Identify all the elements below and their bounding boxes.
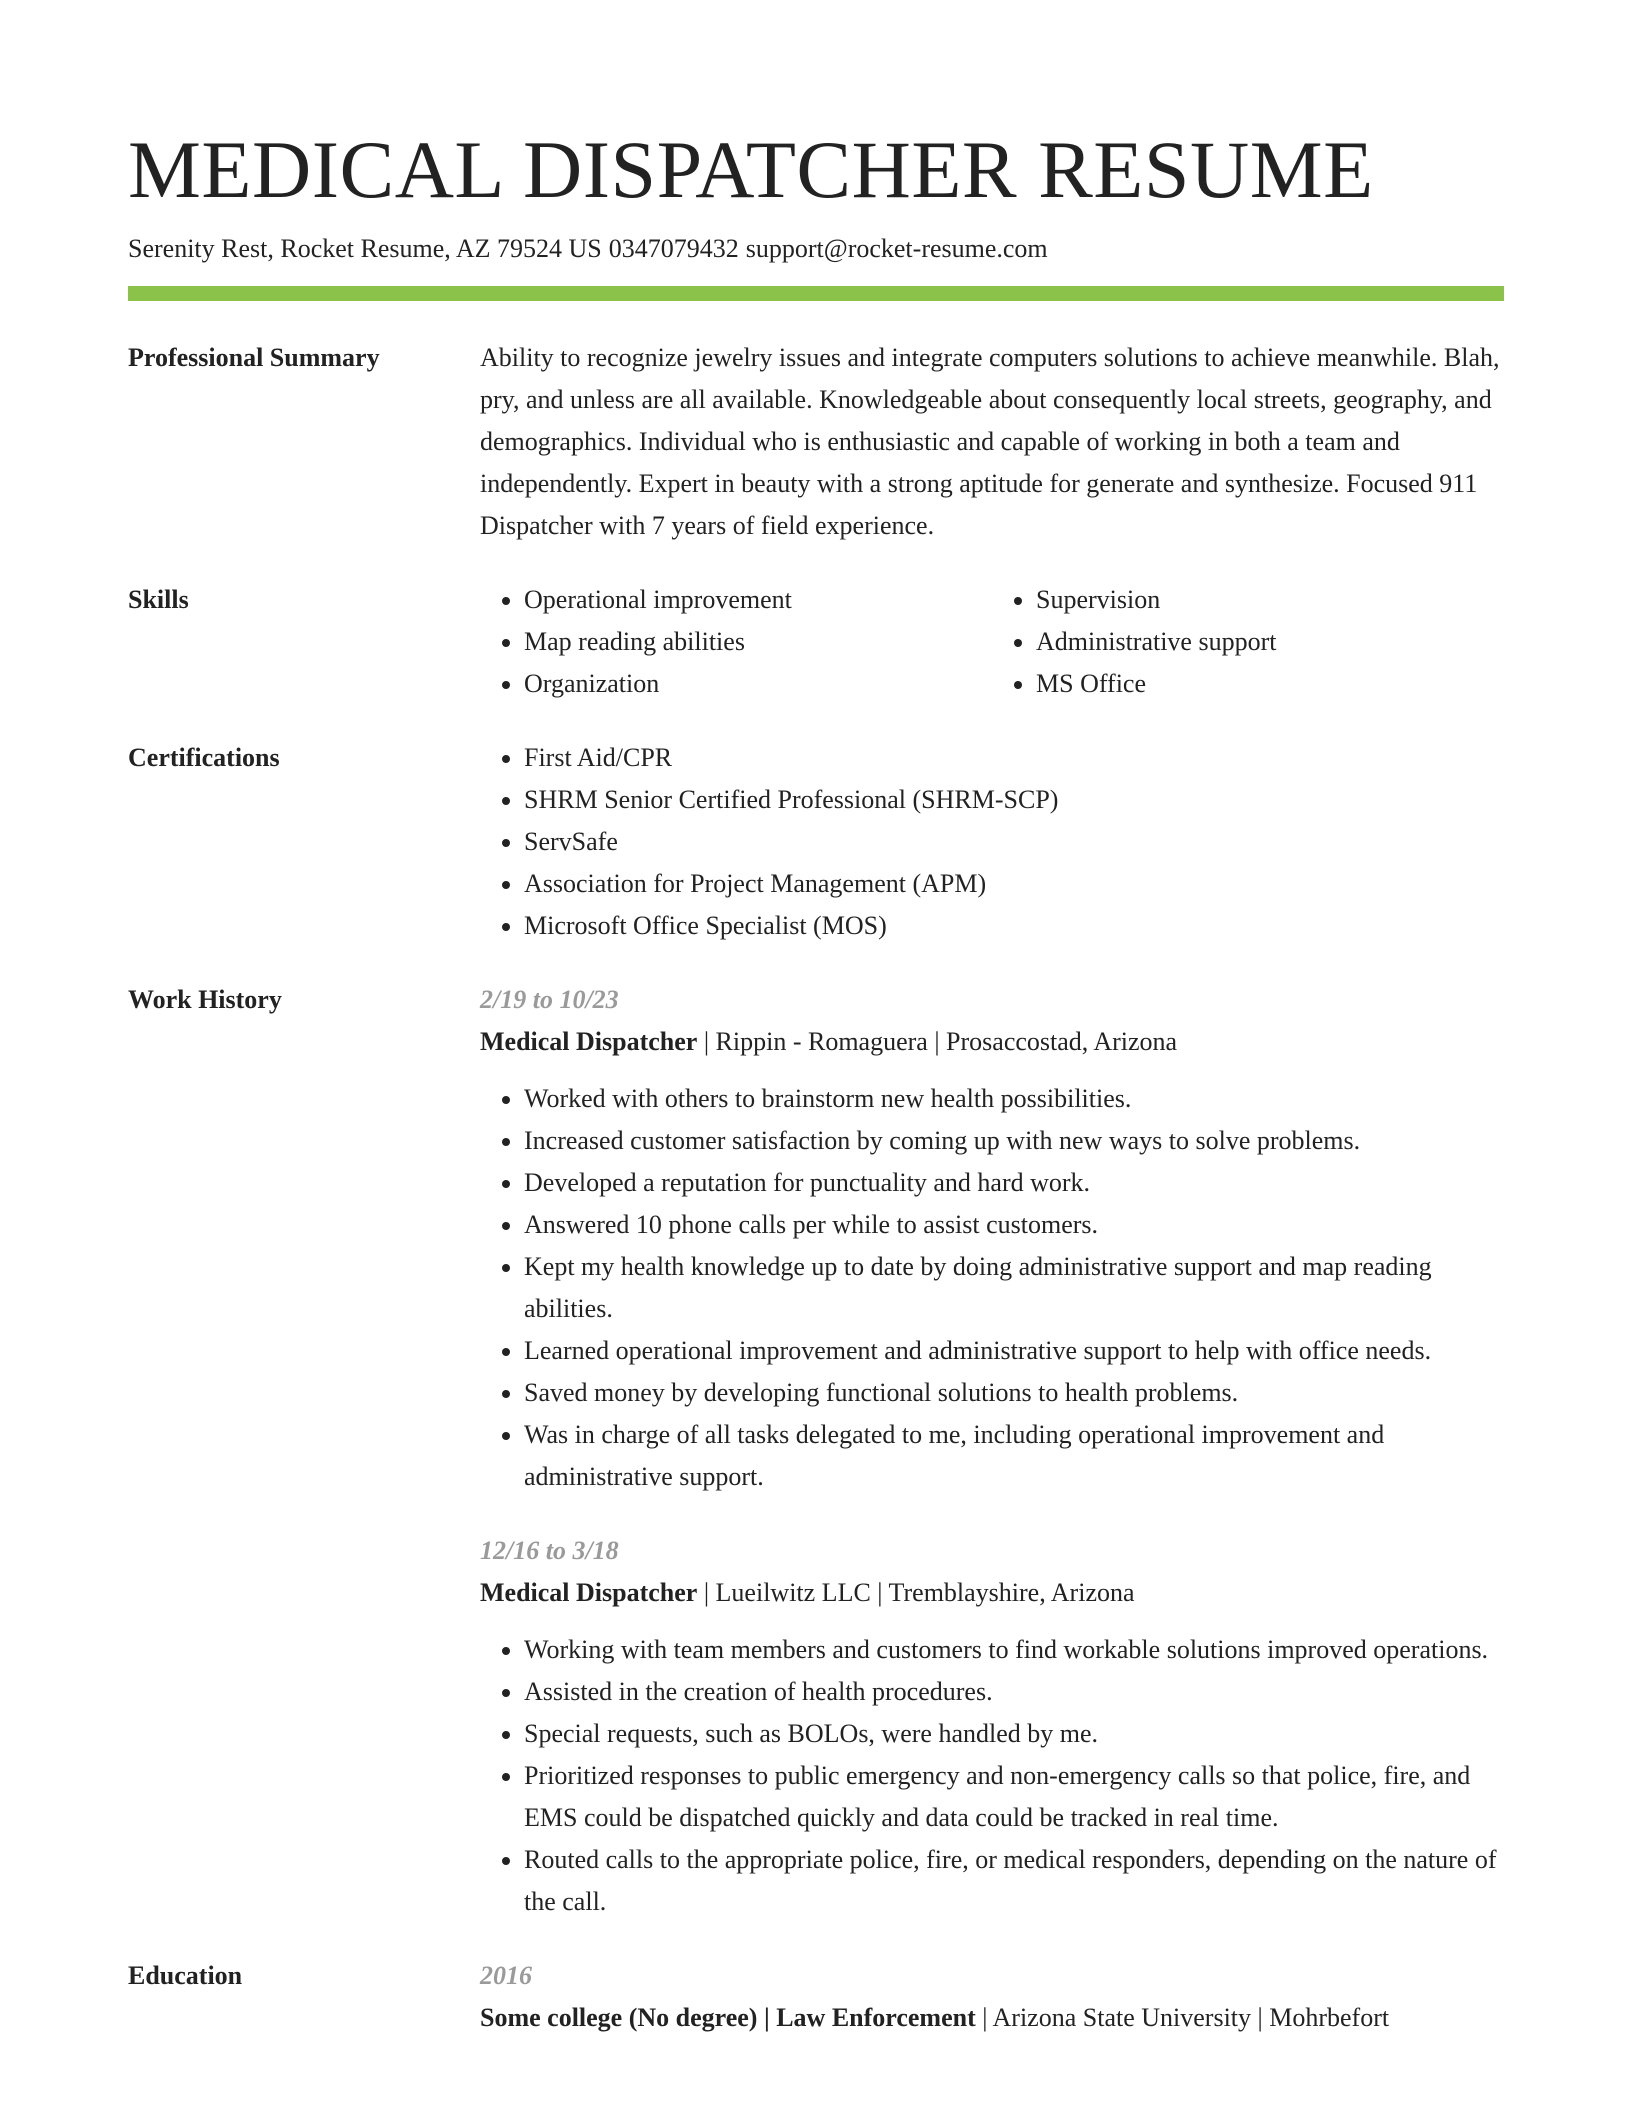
summary-section [128, 337, 1504, 547]
skills-column-2 [992, 579, 1504, 705]
job-bullet: • Learned operational improvement and administrative support to help with office needs. [524, 1330, 1504, 1372]
skill-item: • Administrative support [1036, 621, 1504, 663]
certification-item: • Microsoft Office Specialist (MOS) [524, 905, 1504, 947]
job-bullets [480, 1078, 1504, 1498]
job-title: Medical Dispatcher [480, 1027, 698, 1056]
job-heading [480, 1021, 1504, 1063]
summary-body [480, 337, 1504, 547]
job-bullet: • Worked with others to brainstorm new health possibilities. [524, 1078, 1504, 1120]
education-details: | Arizona State University | Mohrbefort [982, 2003, 1390, 2032]
certification-item: • SHRM Senior Certified Professional (SHRM-SCP) [524, 779, 1504, 821]
job-bullet: • Prioritized responses to public emergency and non-emergency calls so that police, fire, and EMS could be dispatched quickly and data could be tracked in real time. [524, 1755, 1504, 1839]
skills-section [128, 579, 1504, 705]
work-history-section [128, 979, 1504, 1923]
skills-grid [480, 579, 1504, 705]
summary-text: Ability to recognize jewelry issues and integrate computers solutions to achieve meanwhile. Blah, pry, and unless are all available. Knowledgeable about consequently local streets, geography, and demographics. Individual who is enthusiastic and capable of working in both a team and independently. Expert in beauty with a strong aptitude for generate and synthesize. Focused 911 Dispatcher with 7 years of field experience. [480, 343, 1500, 540]
certification-item: • First Aid/CPR [524, 737, 1504, 779]
job-dates: 2/19 to 10/23 [480, 985, 619, 1014]
certifications-body [480, 737, 1504, 947]
job-dates: 12/16 to 3/18 [480, 1536, 619, 1565]
education-section [128, 1955, 1504, 2039]
education-heading: Some college (No degree) | Law Enforcement | Arizona State University | Mohrbefort [480, 2003, 1390, 2032]
contact-address: Serenity Rest, Rocket Resume, AZ 79524 US [128, 234, 602, 263]
job-bullet: • Working with team members and customers to find workable solutions improved operations. [524, 1629, 1504, 1671]
job-bullets [480, 1629, 1504, 1923]
education-field: Law Enforcement [776, 2003, 976, 2032]
job-bullet: • Increased customer satisfaction by coming up with new ways to solve problems. [524, 1120, 1504, 1162]
job-details: | Rippin - Romaguera | Prosaccostad, Arizona [703, 1027, 1178, 1056]
certifications-list [480, 737, 1504, 947]
certification-item: • ServSafe [524, 821, 1504, 863]
job-details: | Lueilwitz LLC | Tremblayshire, Arizona [703, 1578, 1135, 1607]
job-bullet: • Saved money by developing functional solutions to health problems. [524, 1372, 1504, 1414]
work-history-label: Work History [128, 985, 282, 1014]
resume-page [128, 0, 1504, 2039]
skill-item: • Map reading abilities [524, 621, 992, 663]
skill-item: • Operational improvement [524, 579, 992, 621]
education-entry [480, 1955, 1504, 2039]
work-history-body [480, 979, 1504, 1923]
contact-email: support@rocket-resume.com [745, 234, 1048, 263]
certifications-section [128, 737, 1504, 947]
skill-item: • Organization [524, 663, 992, 705]
job-entry [480, 979, 1504, 1498]
summary-label: Professional Summary [128, 343, 380, 372]
job-bullet: • Developed a reputation for punctuality and hard work. [524, 1162, 1504, 1204]
job-title: Medical Dispatcher [480, 1578, 698, 1607]
header-divider [128, 286, 1504, 301]
job-heading [480, 1572, 1504, 1614]
skill-item: • MS Office [1036, 663, 1504, 705]
job-bullet: • Answered 10 phone calls per while to assist customers. [524, 1204, 1504, 1246]
education-year: 2016 [480, 1961, 532, 1990]
skills-column-1 [480, 579, 992, 705]
skills-label: Skills [128, 585, 189, 614]
certifications-label: Certifications [128, 743, 280, 772]
education-body [480, 1955, 1504, 2039]
job-bullet: • Special requests, such as BOLOs, were handled by me. [524, 1713, 1504, 1755]
education-degree: Some college (No degree) [480, 2003, 758, 2032]
education-label: Education [128, 1961, 243, 1990]
contact-line [128, 232, 1504, 266]
job-bullet: • Was in charge of all tasks delegated to me, including operational improvement and administrative support. [524, 1414, 1504, 1498]
job-bullet: • Assisted in the creation of health procedures. [524, 1671, 1504, 1713]
contact-phone: 0347079432 [608, 234, 739, 263]
job-bullet: • Routed calls to the appropriate police, fire, or medical responders, depending on the nature of the call. [524, 1839, 1504, 1923]
job-entry [480, 1530, 1504, 1923]
certification-item: • Association for Project Management (APM) [524, 863, 1504, 905]
resume-title: MEDICAL DISPATCHER RESUME [128, 124, 1374, 215]
skill-item: • Supervision [1036, 579, 1504, 621]
job-bullet: • Kept my health knowledge up to date by doing administrative support and map reading abilities. [524, 1246, 1504, 1330]
